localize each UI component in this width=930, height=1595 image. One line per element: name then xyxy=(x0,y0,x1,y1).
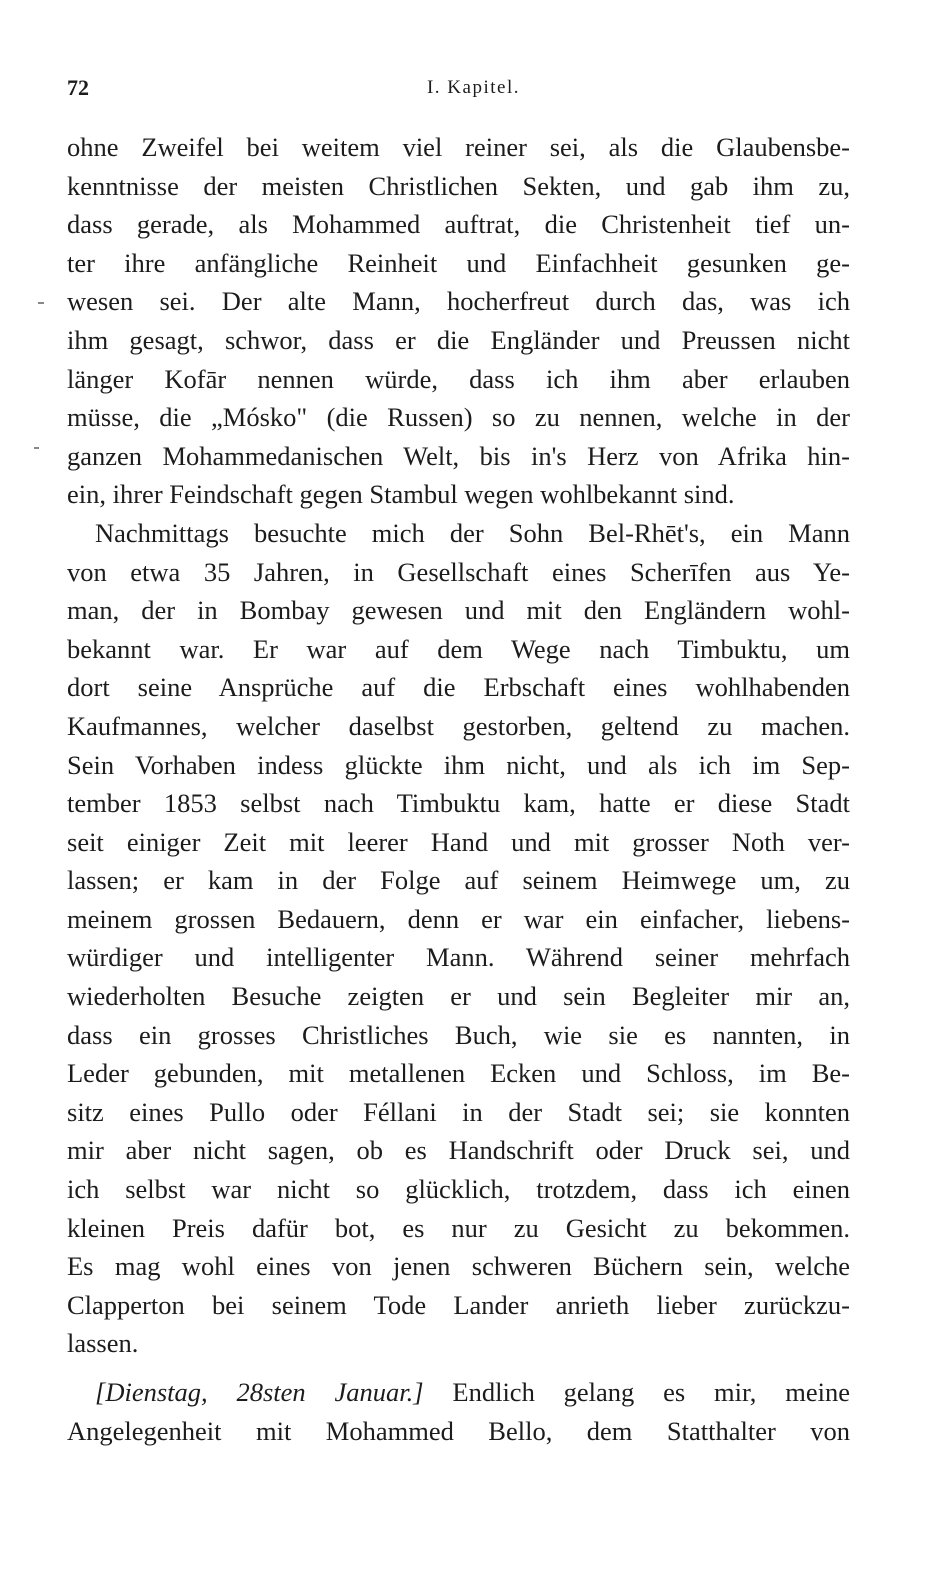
text-line: Sein Vorhaben indess glückte ihm nicht, und als ich im Sep- xyxy=(67,749,850,780)
text-line: länger Kofār nennen würde, dass ich ihm aber erlauben xyxy=(67,363,850,394)
text-line: von etwa 35 Jahren, in Gesellschaft eines Scherīfen aus Ye- xyxy=(67,556,850,587)
text-line: Es mag wohl eines von jenen schweren Büchern sein, welche xyxy=(67,1251,850,1282)
text-line: müsse, die „Mósko" (die Russen) so zu nennen, welche in der xyxy=(67,402,850,433)
text-line: Clapperton bei seinem Tode Lander anrieth lieber zurückzu- xyxy=(67,1289,850,1320)
text-line: wesen sei. Der alte Mann, hocherfreut durch das, was ich xyxy=(67,286,850,317)
text-line: bekannt war. Er war auf dem Wege nach Timbuktu, um xyxy=(67,633,850,664)
text-line: Nachmittags besuchte mich der Sohn Bel-Rhēt's, ein Mann xyxy=(95,517,850,548)
paragraph-3 xyxy=(67,1373,850,1450)
text-line: ihm gesagt, schwor, dass er die Engländer und Preussen nicht xyxy=(67,324,850,355)
paragraph-1 xyxy=(67,128,850,514)
running-head xyxy=(67,75,850,105)
text-line xyxy=(67,1373,850,1412)
text-line: man, der in Bombay gewesen und mit den Engländern wohl- xyxy=(67,595,850,626)
text-line: ohne Zweifel bei weitem viel reiner sei, als die Glaubensbe- xyxy=(67,132,850,162)
text-line-rest: Endlich gelang es mir, meine xyxy=(423,1377,850,1407)
text-line: lassen. xyxy=(67,1328,139,1359)
chapter-title: I. Kapitel. xyxy=(426,77,520,98)
text-line: ein, ihrer Feindschaft gegen Stambul wegen wohlbekannt sind. xyxy=(67,479,735,510)
paragraph-2 xyxy=(67,514,850,1363)
text-line: dass gerade, als Mohammed auftrat, die Christenheit tief un- xyxy=(67,209,850,240)
text-line: dort seine Ansprüche auf die Erbschaft eines wohlhabenden xyxy=(67,672,850,703)
text-line: kenntnisse der meisten Christlichen Sekten, und gab ihm zu, xyxy=(67,170,850,201)
text-line: lassen; er kam in der Folge auf seinem Heimwege um, zu xyxy=(67,865,850,896)
text-line: Leder gebunden, mit metallenen Ecken und Schloss, im Be- xyxy=(67,1058,850,1089)
margin-mark xyxy=(34,447,39,449)
text-line: würdiger und intelligenter Mann. Während seiner mehrfach xyxy=(67,942,850,973)
text-line: ich selbst war nicht so glücklich, trotzdem, dass ich einen xyxy=(67,1174,850,1205)
text-line: Angelegenheit mit Mohammed Bello, dem Statthalter von xyxy=(67,1415,850,1446)
text-line: wiederholten Besuche zeigten er und sein Begleiter mir an, xyxy=(67,981,850,1012)
margin-mark xyxy=(38,302,44,304)
text-line: kleinen Preis dafür bot, es nur zu Gesicht zu bekommen. xyxy=(67,1212,850,1243)
text-line: sitz eines Pullo oder Féllani in der Stadt sei; sie konnten xyxy=(67,1096,850,1127)
body-text xyxy=(67,128,850,1450)
text-line: seit einiger Zeit mit leerer Hand und mit grosser Noth ver- xyxy=(67,826,850,857)
date-mark: [Dienstag, 28sten Januar.] xyxy=(95,1377,424,1407)
text-line: dass ein grosses Christliches Buch, wie sie es nannten, in xyxy=(67,1019,850,1050)
text-line: tember 1853 selbst nach Timbuktu kam, hatte er diese Stadt xyxy=(67,788,850,819)
text-line: ter ihre anfängliche Reinheit und Einfachheit gesunken ge- xyxy=(67,247,850,278)
text-line: Kaufmannes, welcher daselbst gestorben, geltend zu machen. xyxy=(67,710,850,741)
text-line: mir aber nicht sagen, ob es Handschrift oder Druck sei, und xyxy=(67,1135,850,1166)
text-line: meinem grossen Bedauern, denn er war ein einfacher, liebens- xyxy=(67,903,850,934)
page-number: 72 xyxy=(67,75,89,100)
text-line: ganzen Mohammedanischen Welt, bis in's Herz von Afrika hin- xyxy=(67,440,850,471)
